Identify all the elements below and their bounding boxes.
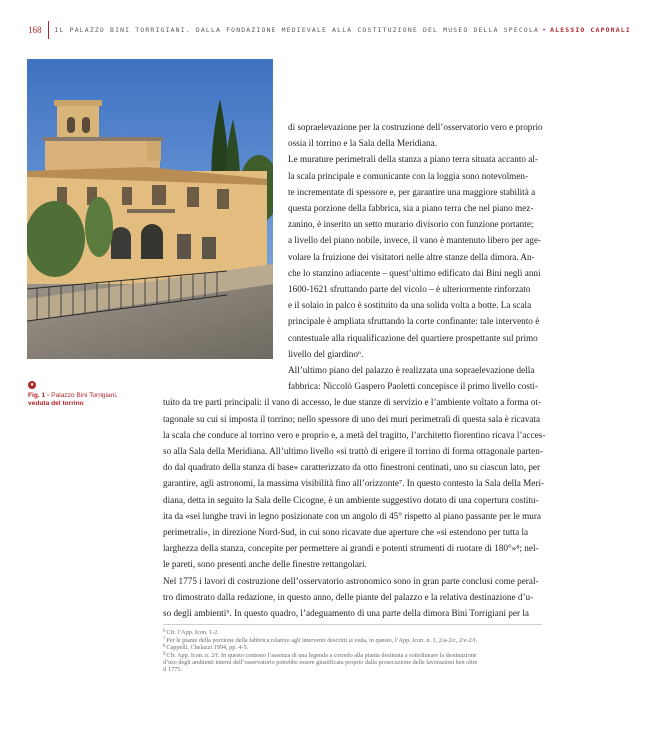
body-line: do dal quadrato della stanza di base» caratterizzato da otto finestroni centinati, uno su ciascun lato, per (163, 462, 541, 473)
body-line: zanino, è inserito un setto murario divisorio con funzione portante; (288, 219, 534, 230)
body-line: so alla Sala della Meridiana. All’ultimo livello «si trattò di erigere il torrino di forma ottagonale parten- (163, 446, 543, 456)
footnote: $^7$Per le piante della porzione della fabbrica relative agli interventi descritti si veda, in questo, l’App. Icon. n. 1, 2/a-2/c, 2/e-2/f. (163, 636, 478, 644)
body-line: che lo stanzino adiacente – quest’ultimo edificato dai Bini negli anni (288, 267, 541, 278)
body-line: la scala principale e comunicante con la loggia sono notevolmen- (288, 170, 529, 181)
body-line: All’ultimo piano del palazzo è realizzata una sopraelevazione della (288, 365, 535, 375)
footnote-continuation: d’uso degli ambienti interni dell’osservatorio potrebbe essere giustificata proprio dalla prosecuzione delle lavorazioni ben oltre (163, 658, 478, 666)
header-separator: • (542, 26, 548, 34)
figure-caption (28, 381, 152, 408)
body-line: la scala che conduce al torrino vero e proprio e, a metà del tragitto, l’architetto fiorentino ricava l’acces- (163, 429, 546, 440)
body-line: Le murature perimetrali della stanza a piano terra situata accanto al- (288, 154, 538, 165)
footnote-continuation: il 1775. (163, 666, 182, 674)
body-line: garantire, agli astronomi, la massima visibilità fino all’orizzonte⁷. In questo contesto la Sala della Meri- (163, 478, 545, 489)
body-line: diana, detta in seguito la Sala delle Cicogne, è un ambiente suggestivo dotato di una copertura costitu- (163, 494, 539, 505)
author-name: ALESSIO CAPORALI (550, 26, 631, 34)
body-line: larghezza della stanza, concepite per permettere ai grandi e potenti strumenti di ruotare di 180°»⁸; nel- (163, 543, 539, 554)
body-line: fabbrica: Niccolò Gaspero Paoletti concepisce il primo livello costi- (288, 381, 539, 392)
body-line: tagonale su cui si imposta il torrino; nello spessore di uno dei muri perimetrali di questa sala è ricavata (163, 413, 541, 424)
body-line: Nel 1775 i lavori di costruzione dell’osservatorio astronomico sono in gran parte conclusi come peral- (163, 575, 539, 586)
figure-marker-icon: ● (28, 381, 36, 389)
body-line: a livello del piano nobile, invece, il vano è mantenuto libero per age- (288, 235, 542, 246)
body-line: questa porzione della fabbrica, sia a piano terra che nel piano mez- (288, 203, 534, 213)
body-line: principale è ampliata sfruttando la corte confinante: tale intervento è (288, 316, 540, 327)
body-line: ossia il torrino e la Sala della Meridiana. (288, 138, 437, 149)
page-number: 168 (28, 25, 42, 35)
header-divider (48, 21, 49, 39)
footnote: $^6$Cfr. l’App. Icon. 1-2. (163, 629, 219, 637)
body-line: te incrementate di spessore e, per garantire una maggiore stabilità a (288, 186, 536, 197)
footnote-divider (163, 624, 542, 625)
body-line: di sopraelevazione per la costruzione dell’osservatorio vero e proprio (288, 122, 543, 132)
figure-number: Fig. 1 - (28, 392, 50, 399)
body-line: e il solaio in palco è sostituito da una solida volta a botte. La scala (288, 300, 532, 311)
body-line: tuito da tre parti principali: il vano di accesso, le due stanze di servizio e l’ambiente voltato a forma ot- (163, 397, 542, 408)
palazzo-photograph (27, 59, 273, 359)
body-line: le pareti, sono presenti anche delle finestre rettangolari. (163, 559, 367, 570)
body-line: ita da «sei lunghe travi in legno posizionate con un angolo di 45° rispetto al piano passante per le mura (163, 510, 541, 521)
body-line: tro dimostrato dalla redazione, in questo anno, delle piante del palazzo e la relativa destinazione d’u- (163, 591, 534, 602)
body-line: so degli ambienti⁹. In questo quadro, l’adeguamento di una parte della dimora Bini Torrigiani per la (163, 608, 529, 618)
body-line: perimetrali», in direzione Nord-Sud, in cui sono ricavate due aperture che «si estendono per tutta la (163, 527, 529, 537)
footnote: $^9$Cfr. App. Icon. n. 2/f. In questo contesto l’assenza di una legenda a corredo alla pianta destinata a sottolineare la destinazione (163, 652, 477, 659)
caption-text-2: veduta del torrino (28, 400, 84, 408)
body-line: contestuale alla riqualificazione del quartiere prospettante sul primo (288, 332, 538, 343)
body-line: 1600-1621 sfruttando parte del vicolo – è ulteriormente rinforzato (288, 284, 531, 294)
running-header (28, 22, 631, 38)
caption-text-1: Palazzo Bini Torrigiani, (51, 392, 118, 399)
body-line: livello del giardino⁶. (288, 348, 364, 359)
body-line: volare la fruizione dei visitatori nelle altre stanze della dimora. An- (288, 251, 535, 262)
running-title: IL PALAZZO BINI TORRIGIANI. DALLA FONDAZIONE MEDIEVALE ALLA COSTITUZIONE DEL MUSEO DELLA SPECOLA (54, 26, 540, 34)
footnote: $^8$Cappelli, Chelazzi 1994, pp. 4-5. (163, 644, 249, 652)
